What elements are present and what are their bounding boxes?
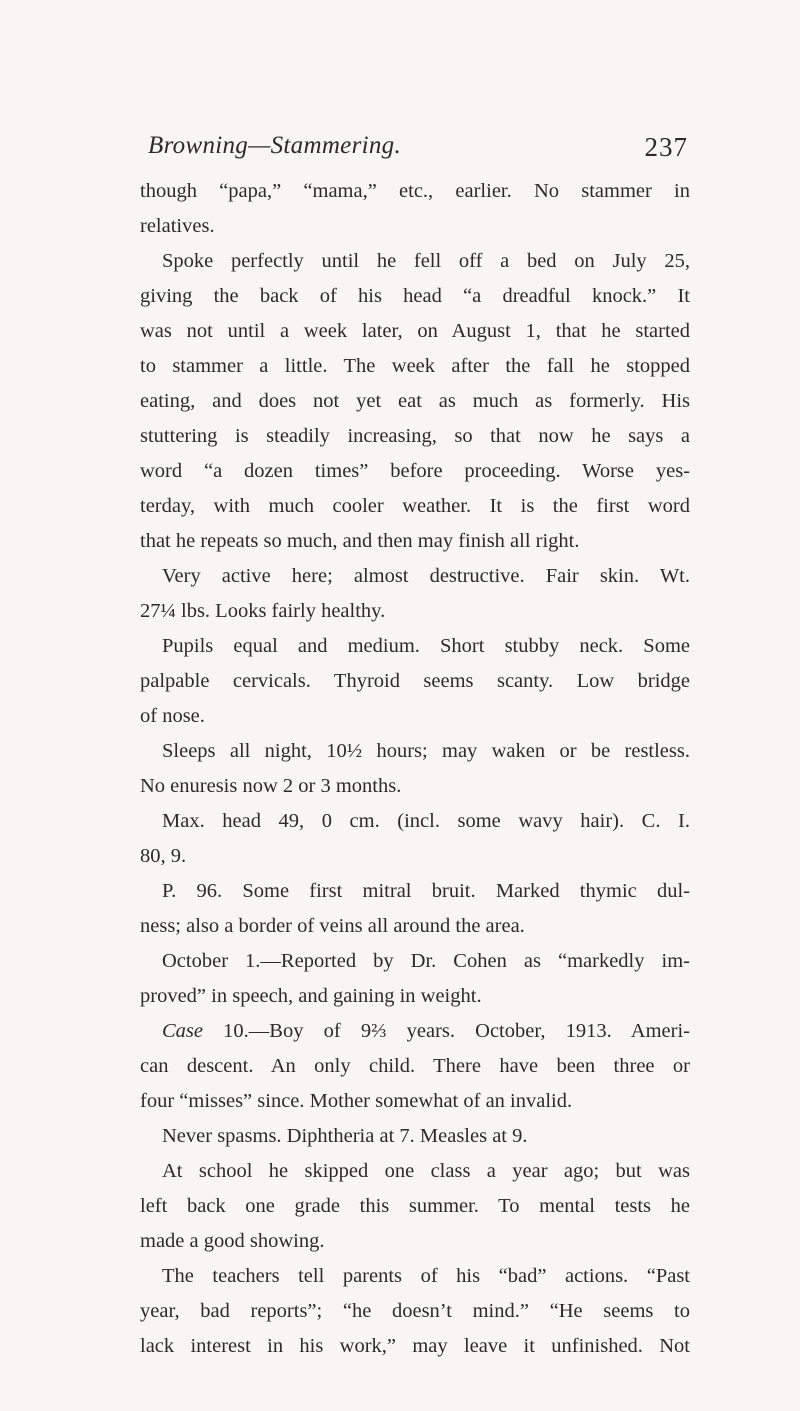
text-line: Very active here; almost destructive. Fair skin. Wt. [162, 565, 690, 587]
body-text [140, 174, 690, 1364]
text-line: can descent. An only child. There have been three or [140, 1055, 690, 1077]
text-line: word “a dozen times” before proceeding. Worse yes- [140, 460, 690, 482]
text-line: terday, with much cooler weather. It is the first word [140, 495, 690, 517]
text-line: Never spasms. Diphtheria at 7. Measles at 9. [162, 1125, 528, 1147]
page-number: 237 [644, 132, 688, 162]
text-line: palpable cervicals. Thyroid seems scanty. Low bridge [140, 670, 690, 692]
text-line: left back one grade this summer. To mental tests he [140, 1195, 690, 1217]
text-line: giving the back of his head “a dreadful knock.” It [140, 285, 690, 307]
text-line: The teachers tell parents of his “bad” actions. “Past [162, 1265, 690, 1287]
text-line: Sleeps all night, 10½ hours; may waken or be restless. [162, 740, 690, 762]
text-line: to stammer a little. The week after the fall he stopped [140, 355, 690, 377]
text-line: Max. head 49, 0 cm. (incl. some wavy hair). C. I. [162, 810, 690, 832]
text-line: P. 96. Some first mitral bruit. Marked thymic dul- [162, 880, 690, 902]
text-line: was not until a week later, on August 1, that he started [140, 320, 690, 342]
text-line: stuttering is steadily increasing, so that now he says a [140, 425, 690, 447]
text-line: year, bad reports”; “he doesn’t mind.” “He seems to [140, 1300, 690, 1322]
text-line: October 1.—Reported by Dr. Cohen as “markedly im- [162, 950, 690, 972]
text-line: though “papa,” “mama,” etc., earlier. No stammer in [140, 180, 690, 202]
text-line: No enuresis now 2 or 3 months. [140, 775, 402, 797]
text-line: four “misses” since. Mother somewhat of an invalid. [140, 1090, 573, 1112]
text-line: 27¼ lbs. Looks fairly healthy. [140, 600, 386, 622]
text-line: of nose. [140, 705, 205, 727]
text-line: Case 10.—Boy of 9⅔ years. October, 1913. Ameri- [162, 1020, 690, 1042]
case-label: Case [162, 1020, 203, 1042]
text-line: Spoke perfectly until he fell off a bed on July 25, [162, 250, 690, 272]
text-line: eating, and does not yet eat as much as formerly. His [140, 390, 690, 412]
text-line: At school he skipped one class a year ago; but was [162, 1160, 690, 1182]
text-line: made a good showing. [140, 1230, 325, 1252]
text-line: 80, 9. [140, 845, 187, 867]
text-line: Pupils equal and medium. Short stubby neck. Some [162, 635, 690, 657]
text-line: proved” in speech, and gaining in weight. [140, 985, 482, 1007]
text-line: lack interest in his work,” may leave it unfinished. Not [140, 1335, 690, 1357]
running-head [148, 132, 688, 166]
text-line: relatives. [140, 215, 215, 237]
text-line: ness; also a border of veins all around the area. [140, 915, 525, 937]
text-line: that he repeats so much, and then may finish all right. [140, 530, 580, 552]
running-title: Browning—Stammering. [148, 132, 401, 159]
